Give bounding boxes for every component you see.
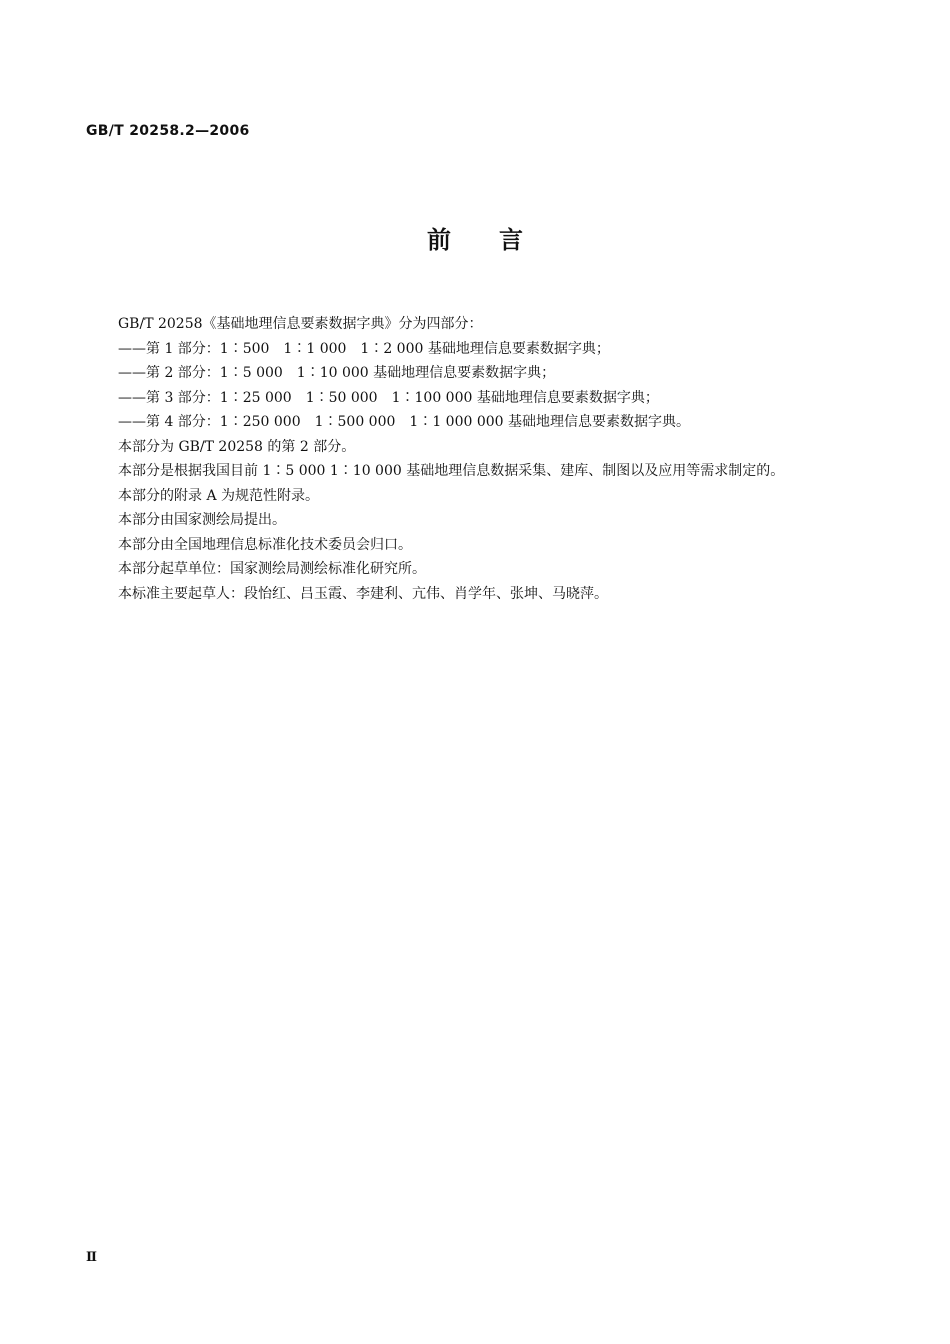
list-item-part-3: ——第 3 部分：1∶25 000 1∶50 000 1∶100 000 基础地理信息要素数据字典；: [118, 389, 659, 406]
list-item-part-2: ——第 2 部分：1∶5 000 1∶10 000 基础地理信息要素数据字典；: [118, 365, 556, 381]
paragraph-drafting-unit: 本部分起草单位：国家测绘局测绘标准化研究所。: [118, 561, 426, 577]
section-title-foreword: 前言: [427, 226, 571, 254]
paragraph-basis: 本部分是根据我国目前 1∶5 000 1∶10 000 基础地理信息数据采集、建库、制图以及应用等需求制定的。: [118, 463, 785, 479]
page-number: Ⅱ: [86, 1250, 97, 1265]
paragraph-drafters: 本标准主要起草人：段怡红、吕玉霞、李建利、亢伟、肖学年、张坤、马晓萍。: [118, 585, 608, 602]
list-item-part-4: ——第 4 部分：1∶250 000 1∶500 000 1∶1 000 000 基础地理信息要素数据字典。: [118, 414, 691, 430]
paragraph-administered-by: 本部分由全国地理信息标准化技术委员会归口。: [118, 536, 412, 553]
paragraph-this-part: 本部分为 GB/T 20258 的第 2 部分。: [118, 438, 356, 455]
foreword-body: [86, 312, 846, 606]
paragraph-annex: 本部分的附录 A 为规范性附录。: [118, 487, 320, 504]
standard-code: GB/T 20258.2—2006: [86, 123, 250, 139]
paragraph-parts-intro: GB/T 20258《基础地理信息要素数据字典》分为四部分：: [118, 316, 483, 332]
list-item-part-1: ——第 1 部分：1∶500 1∶1 000 1∶2 000 基础地理信息要素数据字典；: [118, 340, 610, 357]
paragraph-proposed-by: 本部分由国家测绘局提出。: [118, 512, 286, 528]
